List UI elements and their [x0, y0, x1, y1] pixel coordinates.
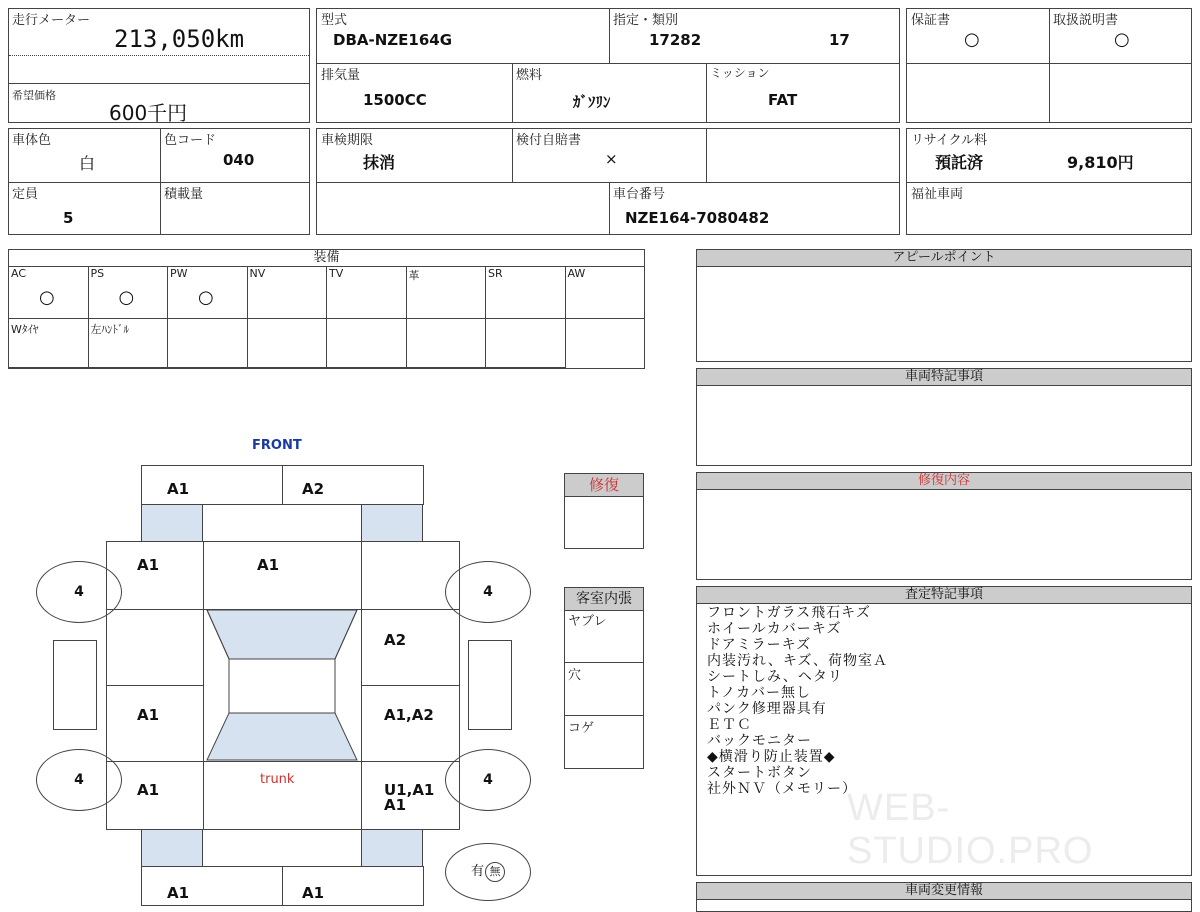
watermark: WEB-STUDIO.PRO	[847, 787, 1094, 872]
trunk-label: trunk	[260, 772, 295, 787]
welfare-label: 福祉車両	[911, 187, 964, 202]
appeal-panel	[696, 249, 1192, 362]
front-door-right-grade: A2	[384, 631, 407, 649]
displacement-value: 1500CC	[363, 91, 427, 109]
chassis-label: 車台番号	[613, 187, 666, 202]
hood-grade: A1	[257, 556, 280, 574]
interior-box	[564, 587, 644, 769]
rear-door-left-grade: A1	[137, 706, 160, 724]
rear-bumper-left-grade: A1	[167, 884, 190, 902]
interior-item-3: コゲ	[568, 721, 595, 736]
equipment-label: Wﾀｲﾔ	[11, 323, 39, 336]
equipment-label: AC	[11, 267, 27, 280]
assessment-line: トノカバー無し	[707, 685, 812, 701]
appeal-title: アピールポイント	[697, 250, 1191, 267]
interior-title: 客室内張	[565, 588, 643, 611]
assessment-title: 査定特記事項	[697, 587, 1191, 604]
tire-front-right: 4	[445, 561, 531, 623]
assessment-line: ホイールカバーキズ	[707, 621, 842, 637]
warranty-label: 保証書	[911, 13, 951, 28]
equipment-value: ○	[118, 287, 135, 308]
front-fender-left-grade: A1	[137, 556, 160, 574]
recycle-label: リサイクル料	[911, 133, 988, 148]
designation-value-1: 17282	[649, 31, 702, 49]
equipment-value: ○	[39, 287, 55, 308]
mission-label: ミッション	[710, 66, 770, 80]
equipment-cell-7	[565, 266, 646, 319]
interior-item-1: ヤブレ	[568, 614, 607, 629]
assessment-notes	[707, 605, 888, 797]
equipment-label: AW	[567, 267, 586, 280]
mission-value: FAT	[768, 91, 798, 109]
chassis-value: NZE164-7080482	[625, 209, 770, 227]
body-color-value: 白	[79, 154, 96, 173]
front-label: FRONT	[252, 438, 302, 453]
warranty-value: ○	[964, 29, 980, 50]
color-code-value: 040	[223, 151, 255, 169]
cabin-glass	[203, 609, 361, 761]
assessment-line: ＥＴＣ	[707, 717, 752, 733]
price-value: 600千円	[109, 101, 188, 125]
model-value: DBA-NZE164G	[333, 31, 453, 49]
equipment-label: 左ﾊﾝﾄﾞﾙ	[90, 323, 129, 336]
inspection-value: 抹消	[363, 153, 396, 172]
change-info-panel	[696, 882, 1192, 912]
capacity-value: 5	[63, 209, 74, 227]
assessment-line: フロントガラス飛石キズ	[707, 605, 871, 621]
load-label: 積載量	[164, 187, 204, 202]
recycle-status: 預託済	[935, 153, 984, 172]
equipment-label: 革	[408, 269, 420, 282]
price-label: 希望価格	[12, 89, 56, 102]
assessment-line: 内装汚れ、キズ、荷物室Ａ	[707, 653, 888, 669]
repair-title: 修復	[565, 474, 643, 497]
recycle-block	[906, 128, 1192, 235]
interior-item-2: 穴	[568, 668, 582, 683]
assessment-line: パンク修理器具有	[707, 701, 827, 717]
equipment-value: ○	[198, 287, 214, 308]
color-code-label: 色コード	[164, 133, 217, 148]
assessment-line: 社外ＮＶ（メモリー）	[707, 781, 857, 797]
manual-label: 取扱説明書	[1053, 13, 1119, 28]
front-bumper-right-grade: A2	[302, 480, 325, 498]
inspection-label: 車検期限	[321, 133, 374, 148]
spare-yes: 有	[470, 864, 484, 879]
capacity-label: 定員	[12, 187, 39, 202]
top-right-block	[906, 8, 1192, 123]
tire-front-left: 4	[36, 561, 122, 623]
rear-fender-right-grade-2: A1	[384, 796, 407, 814]
recycle-amount: 9,810円	[1067, 153, 1134, 172]
repair-details-title: 修復内容	[697, 473, 1191, 490]
fuel-label: 燃料	[516, 68, 543, 83]
vehicle-notes-title: 車両特記事項	[697, 369, 1191, 386]
tire-rear-right: 4	[445, 749, 531, 811]
spare-tire	[445, 843, 531, 901]
assessment-line: ◆横滑り防止装置◆	[707, 749, 836, 765]
model-label: 型式	[321, 13, 348, 28]
equipment-title: 装備	[9, 250, 644, 267]
rear-bumper-right-grade: A1	[302, 884, 325, 902]
insurance-value: ×	[605, 150, 618, 168]
mileage-value: 213,050km	[114, 25, 245, 53]
assessment-line: スタートボタン	[707, 765, 812, 781]
body-color-label: 車体色	[12, 133, 52, 148]
insurance-label: 検付自賠書	[516, 133, 582, 148]
equipment-label: PW	[170, 267, 188, 280]
assessment-panel	[696, 586, 1192, 876]
rear-fender-right-grade-1: U1,A1	[384, 781, 435, 799]
manual-value: ○	[1114, 29, 1130, 50]
assessment-line: バックモニター	[707, 733, 812, 749]
car-diagram	[0, 0, 560, 900]
designation-value-2: 17	[829, 31, 850, 49]
left-side-step	[53, 640, 97, 730]
designation-label: 指定・類別	[613, 13, 679, 28]
vehicle-notes-panel	[696, 368, 1192, 466]
rear-fender-left-grade: A1	[137, 781, 160, 799]
change-info-title: 車両変更情報	[697, 883, 1191, 900]
right-side-step	[468, 640, 512, 730]
displacement-label: 排気量	[321, 68, 361, 83]
spare-no: 無	[485, 862, 505, 882]
rear-door-right-grade: A1,A2	[384, 706, 434, 724]
equipment-label: SR	[488, 267, 503, 280]
equipment-label: TV	[329, 267, 344, 280]
assessment-line: シートしみ、ヘタリ	[707, 669, 843, 685]
assessment-line: ドアミラーキズ	[707, 637, 812, 653]
front-bumper-left-grade: A1	[167, 480, 190, 498]
fuel-value: ｶﾞｿﾘﾝ	[573, 93, 611, 111]
tire-rear-left: 4	[36, 749, 122, 811]
repair-details-panel	[696, 472, 1192, 580]
equipment-label: NV	[249, 267, 266, 280]
repair-box	[564, 473, 644, 549]
equipment-label: PS	[90, 267, 105, 280]
mileage-label: 走行メーター	[12, 13, 91, 28]
